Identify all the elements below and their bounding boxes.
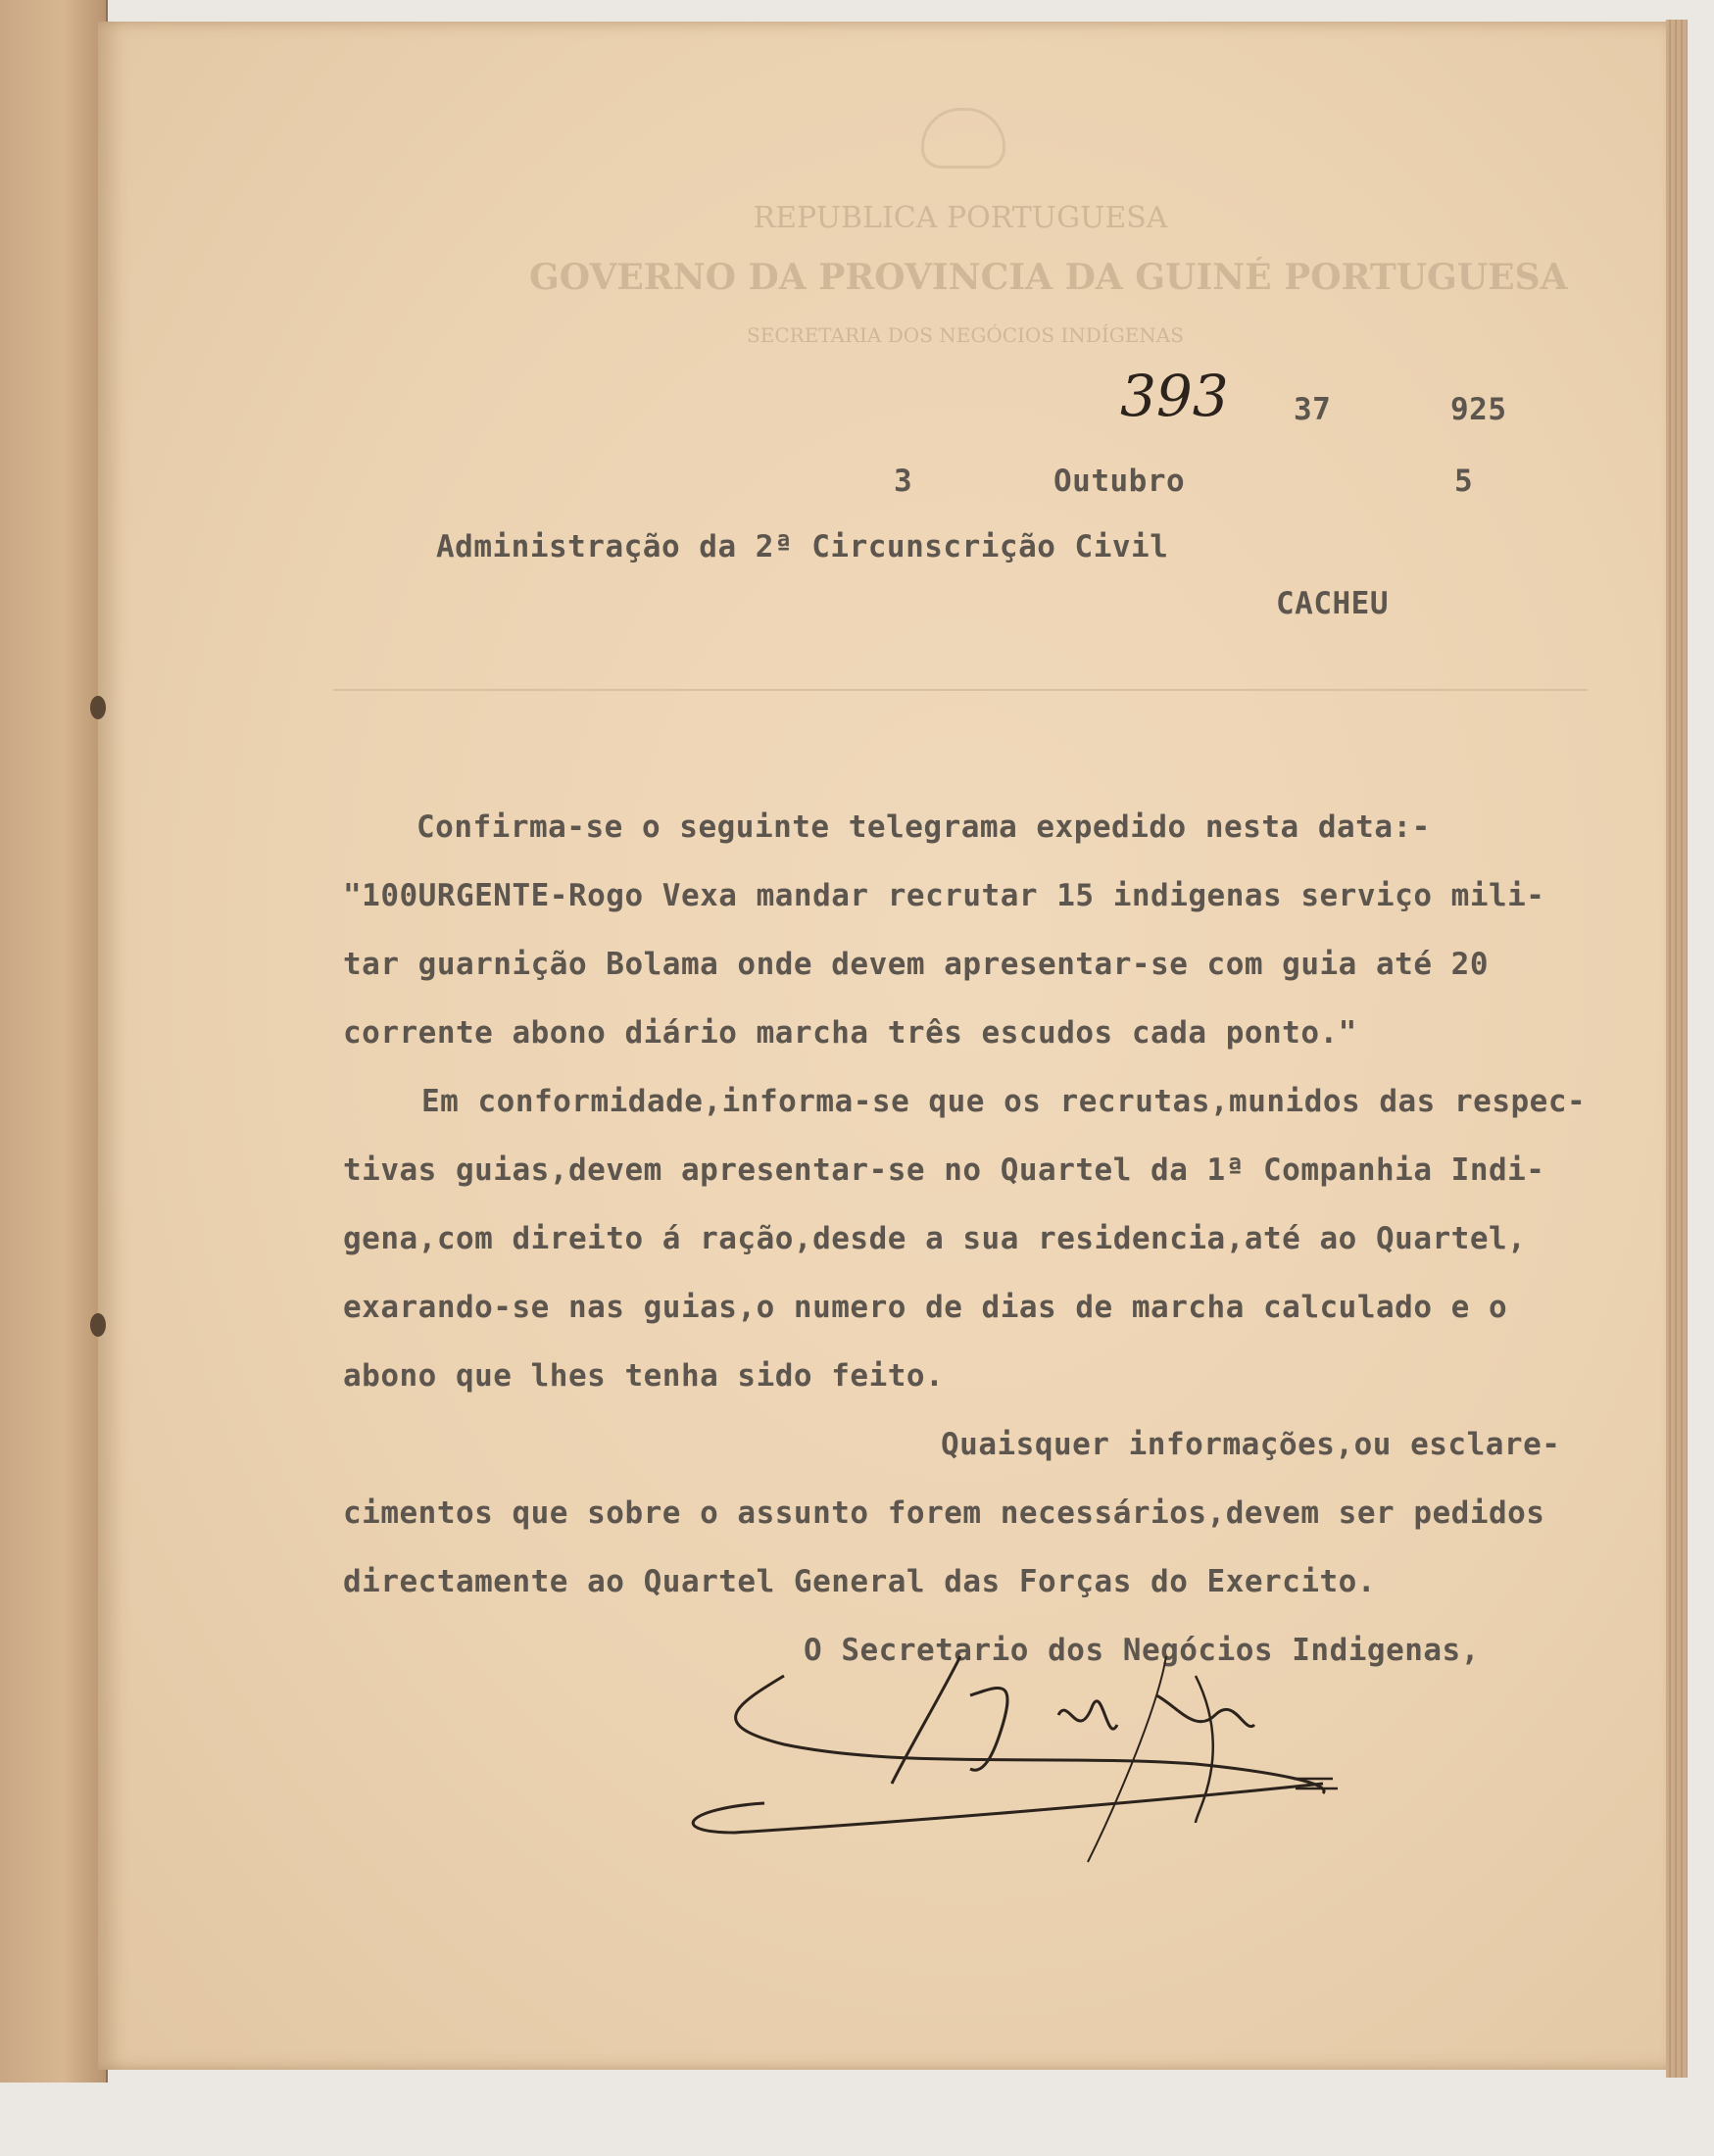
body-line: gena,com direito á ração,desde a sua residencia,até ao Quartel, bbox=[343, 1221, 1527, 1256]
letterhead-line-1: REPUBLICA PORTUGUESA bbox=[753, 201, 1168, 235]
letterhead-divider bbox=[333, 689, 1588, 691]
addressee-place: CACHEU bbox=[1276, 586, 1389, 621]
signature-image bbox=[647, 1637, 1392, 1872]
body-line: cimentos que sobre o assunto forem necessários,devem ser pedidos bbox=[343, 1495, 1545, 1531]
body-line: Em conformidade,informa-se que os recrutas,munidos das respec- bbox=[421, 1084, 1587, 1119]
date-month: Outubro bbox=[1053, 464, 1186, 499]
reference-year: 925 bbox=[1450, 392, 1507, 427]
body-line: exarando-se nas guias,o numero de dias de marcha calculado e o bbox=[343, 1290, 1508, 1325]
reference-extra: 5 bbox=[1454, 464, 1474, 499]
binding-hole bbox=[90, 1313, 106, 1337]
addressee-office: Administração da 2ª Circunscrição Civil bbox=[436, 529, 1169, 564]
left-page-margin bbox=[0, 0, 108, 2082]
letterhead-line-3: SECRETARIA DOS NEGÓCIOS INDÍGENAS bbox=[747, 323, 1184, 347]
body-line: "100URGENTE-Rogo Vexa mandar recrutar 15 indigenas serviço mili- bbox=[343, 878, 1545, 913]
body-line: tar guarnição Bolama onde devem apresentar-se com guia até 20 bbox=[343, 947, 1489, 982]
body-line: corrente abono diário marcha três escudos cada ponto." bbox=[343, 1015, 1357, 1051]
body-line: Quaisquer informações,ou esclare- bbox=[941, 1427, 1561, 1462]
body-line: tivas guias,devem apresentar-se no Quartel da 1ª Companhia Indi- bbox=[343, 1152, 1545, 1188]
body-line: Confirma-se o seguinte telegrama expedido nesta data:- bbox=[416, 809, 1431, 845]
handwritten-number: 393 bbox=[1120, 363, 1229, 429]
reference-number: 37 bbox=[1294, 392, 1332, 427]
page-stack-edge bbox=[1666, 20, 1688, 2078]
body-line: directamente ao Quartel General das Forças do Exercito. bbox=[343, 1564, 1376, 1599]
closing-line: O Secretario dos Negócios Indigenas, bbox=[804, 1633, 1480, 1668]
date-day: 3 bbox=[894, 464, 913, 499]
binding-hole bbox=[90, 696, 106, 719]
letterhead-line-2: GOVERNO DA PROVINCIA DA GUINÉ PORTUGUESA bbox=[529, 257, 1568, 298]
body-line: abono que lhes tenha sido feito. bbox=[343, 1358, 945, 1394]
